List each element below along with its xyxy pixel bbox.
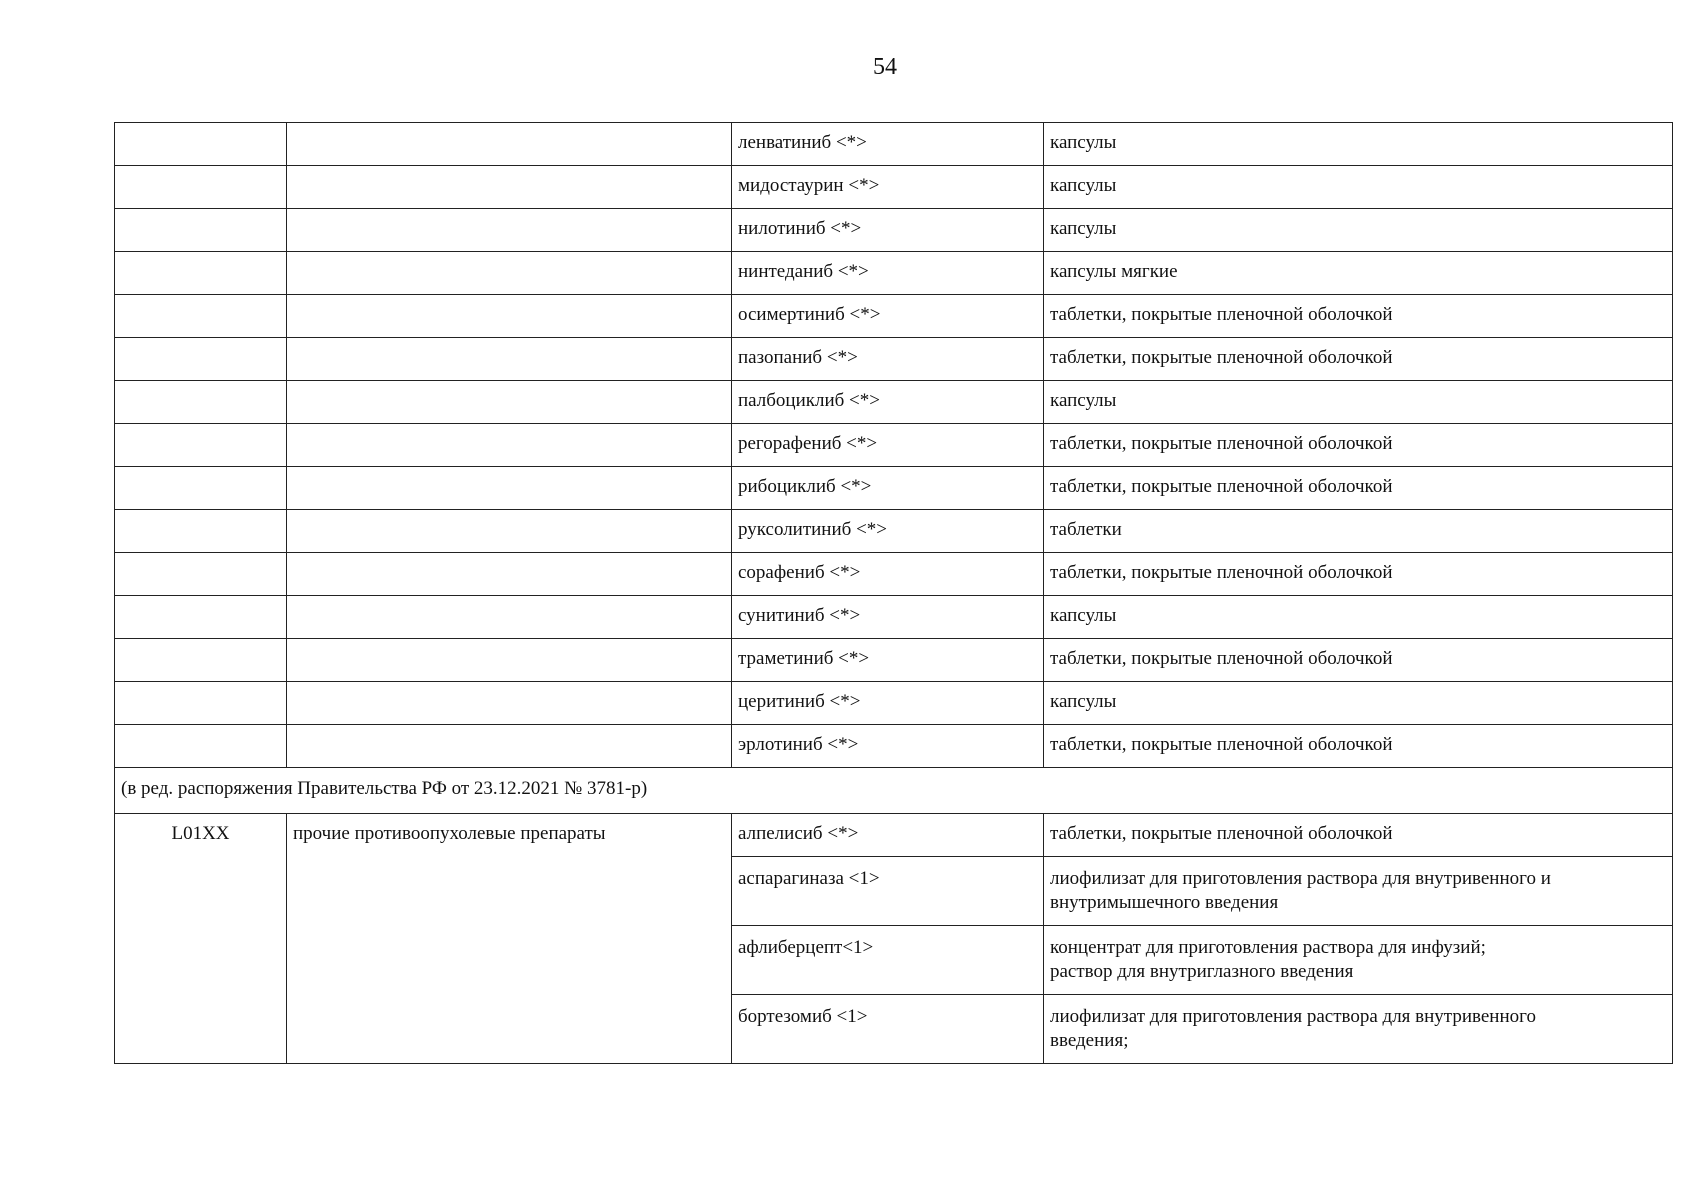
- form-line: лиофилизат для приготовления раствора для внутривенного: [1050, 1006, 1536, 1027]
- page-number: 54: [873, 54, 897, 80]
- form-cell: таблетки, покрытые пленочной оболочкой: [1044, 814, 1673, 857]
- table-row: [115, 596, 1673, 639]
- table-row: [115, 814, 1673, 857]
- form-cell: таблетки: [1044, 510, 1673, 553]
- form-line: лиофилизат для приготовления раствора для внутривенного и: [1050, 868, 1551, 889]
- name-cell: [287, 209, 732, 252]
- form-cell: капсулы: [1044, 166, 1673, 209]
- form-cell: таблетки, покрытые пленочной оболочкой: [1044, 467, 1673, 510]
- form-cell: [1044, 926, 1673, 995]
- name-cell: [287, 553, 732, 596]
- drug-cell: церитиниб <*>: [732, 682, 1044, 725]
- drug-cell: рибоциклиб <*>: [732, 467, 1044, 510]
- atc-code-cell: L01XX: [115, 814, 287, 1064]
- form-line: введения;: [1050, 1030, 1129, 1051]
- code-cell: [115, 381, 287, 424]
- name-cell: [287, 510, 732, 553]
- form-cell: таблетки, покрытые пленочной оболочкой: [1044, 424, 1673, 467]
- code-cell: [115, 295, 287, 338]
- name-cell: [287, 338, 732, 381]
- table-row: [115, 338, 1673, 381]
- name-cell: [287, 295, 732, 338]
- form-cell: таблетки, покрытые пленочной оболочкой: [1044, 553, 1673, 596]
- code-cell: [115, 510, 287, 553]
- drug-cell: мидостаурин <*>: [732, 166, 1044, 209]
- table-row: [115, 510, 1673, 553]
- form-cell: капсулы: [1044, 123, 1673, 166]
- form-line: раствор для внутриглазного введения: [1050, 961, 1354, 982]
- table-row: [115, 295, 1673, 338]
- form-cell: таблетки, покрытые пленочной оболочкой: [1044, 725, 1673, 768]
- name-cell: [287, 682, 732, 725]
- table-row: [115, 209, 1673, 252]
- table-row: [115, 467, 1673, 510]
- code-cell: [115, 639, 287, 682]
- form-line: концентрат для приготовления раствора для инфузий;: [1050, 937, 1486, 958]
- drug-cell: осимертиниб <*>: [732, 295, 1044, 338]
- form-cell: капсулы: [1044, 682, 1673, 725]
- name-cell: [287, 424, 732, 467]
- name-cell: [287, 166, 732, 209]
- drug-cell: алпелисиб <*>: [732, 814, 1044, 857]
- code-cell: [115, 467, 287, 510]
- drug-cell: ленватиниб <*>: [732, 123, 1044, 166]
- name-cell: [287, 252, 732, 295]
- table-row: [115, 682, 1673, 725]
- drug-cell: палбоциклиб <*>: [732, 381, 1044, 424]
- code-cell: [115, 166, 287, 209]
- amendment-note: (в ред. распоряжения Правительства РФ от 23.12.2021 № 3781-р): [115, 768, 1673, 814]
- name-cell: [287, 381, 732, 424]
- form-line: внутримышечного введения: [1050, 892, 1279, 913]
- amendment-note-row: [115, 768, 1673, 814]
- table-row: [115, 381, 1673, 424]
- code-cell: [115, 424, 287, 467]
- form-cell: капсулы: [1044, 209, 1673, 252]
- group-name-cell: прочие противоопухолевые препараты: [287, 814, 732, 1064]
- table-row: [115, 725, 1673, 768]
- drug-cell: пазопаниб <*>: [732, 338, 1044, 381]
- form-cell: капсулы: [1044, 381, 1673, 424]
- form-cell: капсулы: [1044, 596, 1673, 639]
- code-cell: [115, 252, 287, 295]
- drug-cell: нинтеданиб <*>: [732, 252, 1044, 295]
- drug-cell: нилотиниб <*>: [732, 209, 1044, 252]
- drug-cell: траметиниб <*>: [732, 639, 1044, 682]
- form-cell: таблетки, покрытые пленочной оболочкой: [1044, 338, 1673, 381]
- code-cell: [115, 596, 287, 639]
- form-cell: капсулы мягкие: [1044, 252, 1673, 295]
- code-cell: [115, 725, 287, 768]
- table-row: [115, 252, 1673, 295]
- name-cell: [287, 639, 732, 682]
- drug-cell: эрлотиниб <*>: [732, 725, 1044, 768]
- table-row: [115, 639, 1673, 682]
- name-cell: [287, 123, 732, 166]
- drug-cell: сунитиниб <*>: [732, 596, 1044, 639]
- drug-table: [114, 122, 1673, 1064]
- form-cell: таблетки, покрытые пленочной оболочкой: [1044, 639, 1673, 682]
- drug-cell: бортезомиб <1>: [732, 995, 1044, 1064]
- drug-cell: руксолитиниб <*>: [732, 510, 1044, 553]
- form-cell: [1044, 995, 1673, 1064]
- drug-cell: афлиберцепт<1>: [732, 926, 1044, 995]
- table-row: [115, 553, 1673, 596]
- table-row: [115, 166, 1673, 209]
- name-cell: [287, 725, 732, 768]
- drug-cell: регорафениб <*>: [732, 424, 1044, 467]
- name-cell: [287, 596, 732, 639]
- code-cell: [115, 338, 287, 381]
- form-cell: [1044, 857, 1673, 926]
- table-row: [115, 123, 1673, 166]
- code-cell: [115, 123, 287, 166]
- drug-cell: сорафениб <*>: [732, 553, 1044, 596]
- form-cell: таблетки, покрытые пленочной оболочкой: [1044, 295, 1673, 338]
- name-cell: [287, 467, 732, 510]
- code-cell: [115, 682, 287, 725]
- table-row: [115, 424, 1673, 467]
- code-cell: [115, 209, 287, 252]
- code-cell: [115, 553, 287, 596]
- drug-cell: аспарагиназа <1>: [732, 857, 1044, 926]
